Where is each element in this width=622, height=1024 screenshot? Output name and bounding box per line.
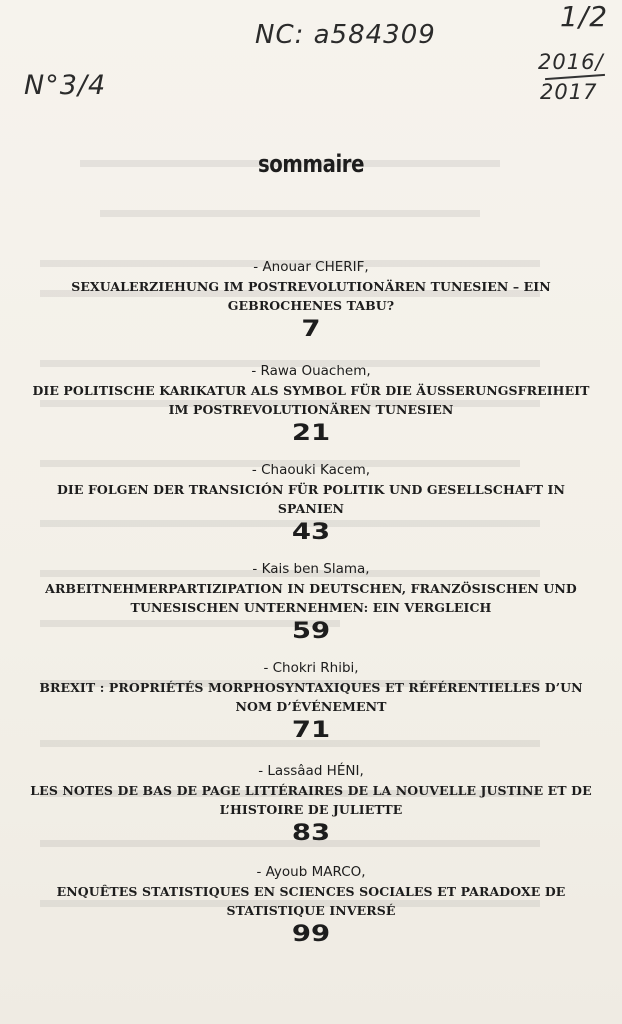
- entry-author: - Ayoub MARCO,: [256, 864, 366, 880]
- entry-title: DIE POLITISCHE KARIKATUR ALS SYMBOL FÜR DIE ÄUSSERUNGSFREIHEIT IM POSTREVOLUTIONÄREN TUNESIEN: [32, 383, 590, 417]
- entry-title: LES NOTES DE BAS DE PAGE LITTÉRAIRES DE LA NOUVELLE JUSTINE ET DE L’HISTOIRE DE JULIETTE: [30, 783, 592, 817]
- toc-entry: [30, 461, 592, 546]
- entry-page-number: 59: [291, 619, 331, 644]
- entry-page-number: 7: [301, 317, 321, 342]
- handwritten-year-top: 2016/: [538, 50, 604, 74]
- entry-title: DIE FOLGEN DER TRANSICIÓN FÜR POLITIK UND GESELLSCHAFT IN SPANIEN: [56, 482, 565, 516]
- entry-title: SEXUALERZIEHUNG IM POSTREVOLUTIONÄREN TUNESIEN – EIN GEBROCHENES TABU?: [71, 279, 551, 313]
- toc-entry: [30, 762, 592, 847]
- handwritten-fraction: 1/2: [560, 0, 609, 33]
- entry-author: - Kais ben Slama,: [252, 561, 370, 577]
- page-title: sommaire: [257, 150, 365, 178]
- entry-page-number: 99: [291, 922, 331, 947]
- entry-page-number: 43: [291, 520, 331, 545]
- entry-page-number: 21: [291, 421, 331, 446]
- toc-entry: [30, 362, 592, 447]
- entry-title: ARBEITNEHMERPARTIZIPATION IN DEUTSCHEN, FRANZÖSISCHEN UND TUNESISCHEN UNTERNEHMEN: EIN VERGLEICH: [45, 581, 577, 615]
- toc-entry: [30, 863, 592, 948]
- entry-author: - Rawa Ouachem,: [251, 363, 371, 379]
- toc-entry: [30, 258, 592, 343]
- entry-title: BREXIT : PROPRIÉTÉS MORPHOSYNTAXIQUES ET RÉFÉRENTIELLES D’UN NOM D’ÉVÉNEMENT: [39, 680, 583, 714]
- entry-author: - Lassâad HÉNI,: [258, 763, 364, 779]
- handwritten-issue-number: N°3/4: [24, 70, 107, 101]
- handwritten-shelf-mark: NC: a584309: [255, 20, 436, 50]
- toc-entry: [30, 659, 592, 744]
- entry-author: - Chaouki Kacem,: [251, 462, 371, 478]
- toc-entry: [30, 560, 592, 645]
- entry-author: - Chokri Rhibi,: [263, 660, 359, 676]
- entry-title: ENQUÊTES STATISTIQUES EN SCIENCES SOCIALES ET PARADOXE DE STATISTIQUE INVERSÉ: [56, 884, 566, 918]
- entry-author: - Anouar CHERIF,: [253, 259, 369, 275]
- handwritten-year-bottom: 2017: [540, 80, 598, 104]
- entry-page-number: 83: [291, 821, 331, 846]
- entry-page-number: 71: [291, 718, 331, 743]
